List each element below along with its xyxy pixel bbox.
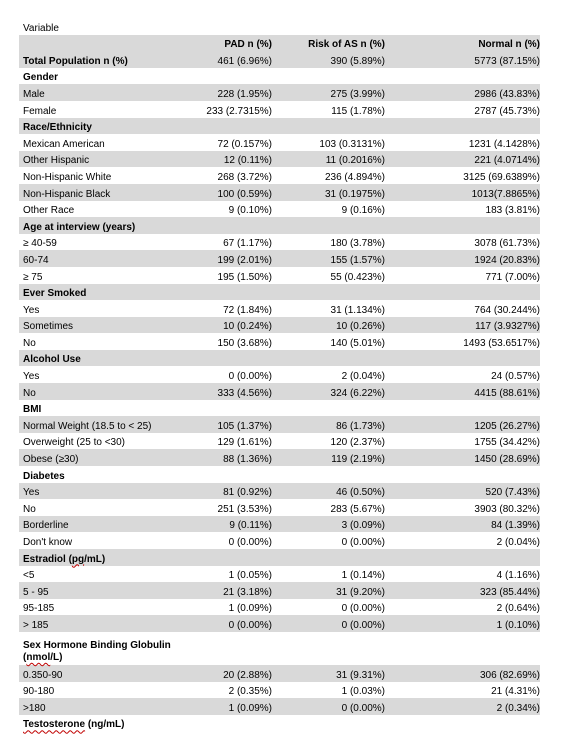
table-row xyxy=(19,267,540,284)
row-label: 90-180 xyxy=(23,686,55,698)
normal-value: 2 (0.04%) xyxy=(496,537,540,548)
section-label: Ever Smoked xyxy=(23,288,87,300)
risk-value: 140 (5.01%) xyxy=(330,337,385,349)
risk-value: 283 (5.67%) xyxy=(330,503,385,515)
table-row xyxy=(19,167,540,184)
table-row xyxy=(19,184,540,201)
pad-value: 0 (0.00%) xyxy=(228,619,272,631)
pad-value: 1 (0.09%) xyxy=(228,702,272,714)
header-cell-risk: Risk of AS n (%) xyxy=(308,39,385,51)
row-label: Don't know xyxy=(23,537,73,548)
risk-value: 119 (2.19%) xyxy=(331,454,385,466)
table-row xyxy=(19,201,540,218)
normal-value: 1493 (53.6517%) xyxy=(463,337,540,349)
table-row xyxy=(19,698,540,715)
risk-value: 46 (0.50%) xyxy=(336,487,385,499)
pad-value: 105 (1.37%) xyxy=(217,420,272,432)
normal-value: 771 (7.00%) xyxy=(485,271,540,283)
section-label: Estradiol (pg/mL) xyxy=(23,553,106,565)
pad-value: 233 (2.7315%) xyxy=(206,105,272,117)
row-label: Borderline xyxy=(23,520,69,532)
normal-value: 1755 (34.42%) xyxy=(474,437,540,449)
row-label: Yes xyxy=(23,304,40,316)
risk-value: 9 (0.16%) xyxy=(341,205,385,217)
header-cell-pad: PAD n (%) xyxy=(224,39,272,51)
table-row xyxy=(19,84,540,101)
normal-value: 21 (4.31%) xyxy=(491,686,540,698)
row-label: Male xyxy=(23,88,45,100)
normal-value: 183 (3.81%) xyxy=(485,205,540,217)
table-row xyxy=(19,516,540,533)
normal-value: 4415 (88.61%) xyxy=(474,387,540,399)
risk-value: 31 (1.134%) xyxy=(330,304,385,316)
data-table xyxy=(19,18,540,731)
risk-value: 1 (0.03%) xyxy=(341,686,385,698)
normal-value: 520 (7.43%) xyxy=(485,487,540,499)
pad-value: 228 (1.95%) xyxy=(217,88,272,100)
risk-value: 55 (0.423%) xyxy=(330,271,385,283)
risk-value: 1 (0.14%) xyxy=(341,570,385,582)
caption-row xyxy=(19,18,540,35)
risk-value: 0 (0.00%) xyxy=(341,702,385,714)
risk-value: 0 (0.00%) xyxy=(341,619,385,631)
header-cell-normal: Normal n (%) xyxy=(478,39,540,51)
risk-value: 2 (0.04%) xyxy=(341,371,385,383)
section-row xyxy=(19,118,540,135)
pad-value: 12 (0.11%) xyxy=(223,155,272,167)
pad-value: 0 (0.00%) xyxy=(228,371,272,383)
pad-value: 1 (0.09%) xyxy=(228,603,272,615)
normal-value: 306 (82.69%) xyxy=(479,669,540,681)
normal-value: 2787 (45.73%) xyxy=(474,105,540,117)
section-row xyxy=(19,715,540,732)
risk-value: 31 (0.1975%) xyxy=(324,188,385,200)
normal-value: 84 (1.39%) xyxy=(491,520,540,532)
row-label: 0.350-90 xyxy=(23,669,63,681)
normal-value: 3125 (69.6389%) xyxy=(463,171,540,183)
pad-value: 0 (0.00%) xyxy=(228,537,272,548)
table-row xyxy=(19,449,540,466)
table-row xyxy=(19,134,540,151)
risk-value: 155 (1.57%) xyxy=(330,254,385,266)
row-label: 5 - 95 xyxy=(23,586,49,598)
pad-value: 81 (0.92%) xyxy=(223,487,272,499)
normal-value: 323 (85.44%) xyxy=(479,586,540,598)
pad-value: 461 (6.96%) xyxy=(217,55,272,67)
risk-value: 115 (1.78%) xyxy=(331,105,385,117)
total-row xyxy=(19,51,540,68)
section-label: Diabetes xyxy=(23,470,65,482)
row-label: Total Population n (%) xyxy=(23,55,128,67)
normal-value: 117 (3.9327%) xyxy=(475,321,540,333)
row-label: No xyxy=(23,387,36,399)
header-row xyxy=(19,35,540,52)
pad-value: 21 (3.18%) xyxy=(223,586,272,598)
section-row xyxy=(19,284,540,301)
section-label: Alcohol Use xyxy=(23,354,81,366)
risk-value: 31 (9.20%) xyxy=(336,586,385,598)
pad-value: 88 (1.36%) xyxy=(223,454,272,466)
pad-value: 2 (0.35%) xyxy=(228,686,272,698)
normal-value: 2986 (43.83%) xyxy=(474,88,540,100)
table-row xyxy=(19,234,540,251)
table-row xyxy=(19,499,540,516)
pad-value: 100 (0.59%) xyxy=(217,188,272,200)
table-body xyxy=(19,51,540,731)
row-label: Other Race xyxy=(23,205,75,217)
row-label: <5 xyxy=(23,570,35,582)
row-label: Yes xyxy=(23,487,40,499)
risk-value: 0 (0.00%) xyxy=(341,537,385,548)
row-label: Non-Hispanic White xyxy=(23,171,112,183)
row-label: Sometimes xyxy=(23,321,74,333)
normal-value: 1 (0.10%) xyxy=(496,619,540,631)
row-label: No xyxy=(23,503,36,515)
risk-value: 103 (0.3131%) xyxy=(319,138,385,150)
section-label: Age at interview (years) xyxy=(23,221,136,233)
section-row xyxy=(19,466,540,483)
risk-value: 0 (0.00%) xyxy=(341,603,385,615)
normal-value: 221 (4.0714%) xyxy=(474,155,540,167)
pad-value: 251 (3.53%) xyxy=(217,503,272,515)
pad-value: 9 (0.10%) xyxy=(228,205,272,217)
risk-value: 236 (4.894%) xyxy=(324,171,385,183)
pad-value: 10 (0.24%) xyxy=(223,321,272,333)
row-label: Obese (≥30) xyxy=(23,454,79,466)
table-row xyxy=(19,383,540,400)
risk-value: 31 (9.31%) xyxy=(336,669,385,681)
risk-value: 11 (0.2016%) xyxy=(325,155,385,167)
normal-value: 764 (30.244%) xyxy=(474,304,540,316)
table-row xyxy=(19,665,540,682)
row-label: ≥ 75 xyxy=(23,271,43,283)
row-label: 95-185 xyxy=(23,603,55,615)
caption-cell: Variable xyxy=(23,22,59,34)
section-label: Testosterone (ng/mL) xyxy=(23,719,125,731)
pad-value: 20 (2.88%) xyxy=(223,669,272,681)
risk-value: 390 (5.89%) xyxy=(330,55,385,67)
table-row xyxy=(19,333,540,350)
normal-value: 1450 (28.69%) xyxy=(474,454,540,466)
risk-value: 180 (3.78%) xyxy=(330,238,385,250)
row-label: ≥ 40-59 xyxy=(23,238,57,250)
normal-value: 2 (0.34%) xyxy=(496,702,540,714)
table-row xyxy=(19,483,540,500)
section-row xyxy=(19,400,540,417)
table-row xyxy=(19,433,540,450)
section-row xyxy=(19,549,540,566)
row-label: 60-74 xyxy=(23,254,49,266)
pad-value: 268 (3.72%) xyxy=(217,171,272,183)
pad-value: 129 (1.61%) xyxy=(217,437,272,449)
pad-value: 67 (1.17%) xyxy=(223,238,272,250)
row-label: > 185 xyxy=(23,619,49,631)
row-label: Non-Hispanic Black xyxy=(23,188,111,200)
row-label: Female xyxy=(23,105,57,117)
section-label: Sex Hormone Binding Globulin (nmol/L) xyxy=(23,639,171,663)
table-row xyxy=(19,582,540,599)
table-row xyxy=(19,532,540,549)
table-row xyxy=(19,566,540,583)
table-row xyxy=(19,615,540,632)
pad-value: 1 (0.05%) xyxy=(228,570,272,582)
normal-value: 1231 (4.1428%) xyxy=(468,138,540,150)
table-row xyxy=(19,300,540,317)
table-row xyxy=(19,366,540,383)
pad-value: 195 (1.50%) xyxy=(217,271,272,283)
pad-value: 150 (3.68%) xyxy=(217,337,272,349)
table-row xyxy=(19,416,540,433)
normal-value: 1013(7.8865%) xyxy=(471,188,540,200)
table-row xyxy=(19,317,540,334)
table-row xyxy=(19,250,540,267)
table-row xyxy=(19,101,540,118)
normal-value: 2 (0.64%) xyxy=(496,603,540,615)
section-row xyxy=(19,217,540,234)
normal-value: 3078 (61.73%) xyxy=(474,238,540,250)
normal-value: 1924 (20.83%) xyxy=(474,254,540,266)
risk-value: 120 (2.37%) xyxy=(330,437,385,449)
pad-value: 199 (2.01%) xyxy=(217,254,272,266)
risk-value: 324 (6.22%) xyxy=(330,387,385,399)
pad-value: 9 (0.11%) xyxy=(229,520,272,532)
row-label: >180 xyxy=(23,702,46,714)
section-row xyxy=(19,350,540,367)
row-label: Overweight (25 to <30) xyxy=(23,437,125,449)
section-label: Race/Ethnicity xyxy=(23,122,92,134)
normal-value: 3903 (80.32%) xyxy=(474,503,540,515)
normal-value: 4 (1.16%) xyxy=(496,570,540,582)
table-row xyxy=(19,151,540,168)
row-label: No xyxy=(23,337,36,349)
pad-value: 333 (4.56%) xyxy=(217,387,272,399)
normal-value: 5773 (87.15%) xyxy=(474,55,540,67)
pad-value: 72 (1.84%) xyxy=(223,304,272,316)
section-row xyxy=(19,68,540,85)
section-label: BMI xyxy=(23,404,42,416)
table-row xyxy=(19,599,540,616)
risk-value: 3 (0.09%) xyxy=(341,520,385,532)
section-label: Gender xyxy=(23,72,59,84)
row-label: Yes xyxy=(23,371,40,383)
risk-value: 86 (1.73%) xyxy=(336,420,385,432)
row-label: Normal Weight (18.5 to < 25) xyxy=(23,420,152,432)
pad-value: 72 (0.157%) xyxy=(217,138,272,150)
risk-value: 10 (0.26%) xyxy=(336,321,385,333)
normal-value: 1205 (26.27%) xyxy=(474,420,540,432)
risk-value: 275 (3.99%) xyxy=(330,88,385,100)
row-label: Other Hispanic xyxy=(23,155,90,167)
row-label: Mexican American xyxy=(23,138,105,150)
section-row xyxy=(19,632,540,665)
normal-value: 24 (0.57%) xyxy=(491,371,540,383)
table-row xyxy=(19,682,540,699)
